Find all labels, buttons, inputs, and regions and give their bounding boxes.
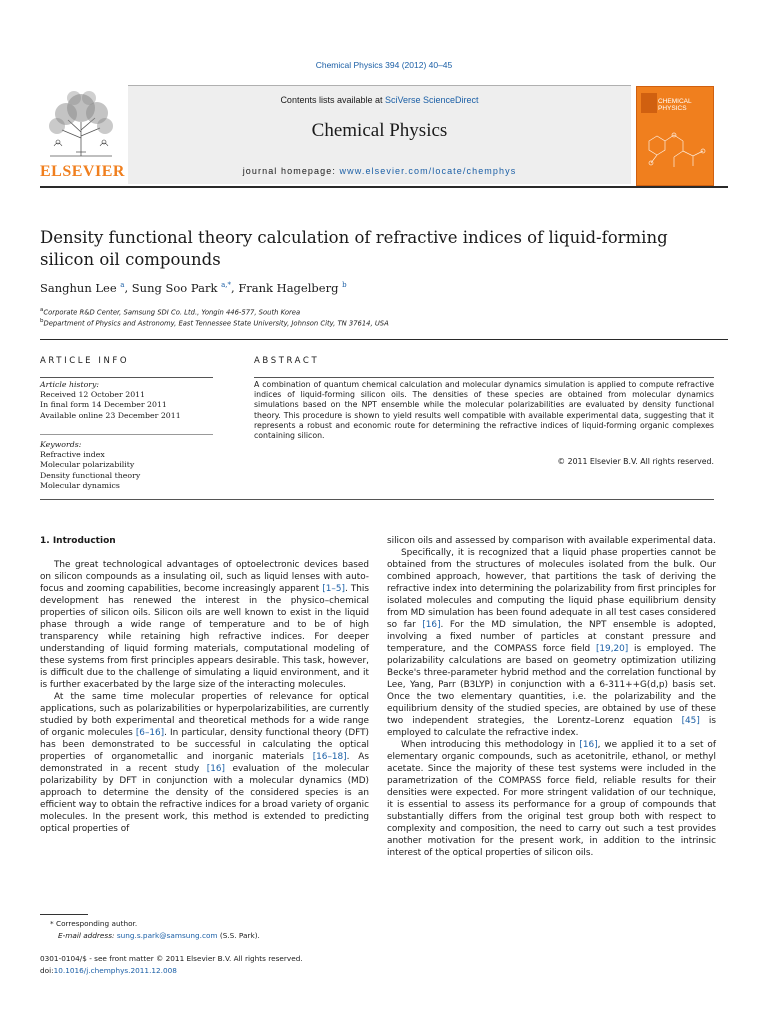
- paragraph-text: is employed to calculate the refractive index.: [387, 716, 716, 738]
- author-affiliation-mark[interactable]: a,*: [221, 281, 231, 290]
- affiliation-mark: a: [40, 307, 44, 313]
- paragraph-text: . This development has renewed the interest in the physico–chemical properties of silicon oils. Silicon oils are well known to exist in the liquid phase through a wide range of temperature and to be of high transparency while retaining high refractive indices. For deeper understanding of liquid forming materials, computational modeling of these systems from first principles appears desirable. This task, however, is difficult due to the challenge of simulating a liquid environment, and it is further exacerbated by the large size of the interacting molecules.: [40, 584, 369, 690]
- article-info-heading: ARTICLE INFO: [40, 356, 130, 366]
- citation-link[interactable]: [16]: [579, 740, 598, 750]
- citation-link[interactable]: [6–16]: [135, 728, 165, 738]
- paragraph-text: , we applied it to a set of elementary organic compounds, such as acetonitrile, ethanol, or methyl acetate. Since the majority of these test systems were included in the parametrization of the COMPASS force field, reliable results for their densities were expected. For more stringent validation of our technique, it is essential to assess its performance for a group of compounds that substantially differs from the original test group both with respect to complexity and composition, the need to carry out such a test provides another motivation for the present work, in addition to the intrinsic interest of the optical properties of silicon oils.: [387, 740, 716, 858]
- final-form-date: In final form 14 December 2011: [40, 400, 167, 410]
- author-affiliation-mark[interactable]: a: [120, 281, 125, 290]
- journal-reference-link[interactable]: Chemical Physics 394 (2012) 40–45: [315, 60, 453, 70]
- footnote-rule: [40, 914, 88, 915]
- email-label: E-mail address:: [58, 931, 117, 940]
- email-note: [58, 931, 260, 940]
- paragraph: [387, 535, 716, 547]
- cover-title: [658, 98, 692, 112]
- homepage-link[interactable]: www.elsevier.com/locate/chemphys: [339, 166, 517, 176]
- author-list: Sanghun Lee $^a$, Sung Soo Park $^{a,*}$, Frank Hagelberg $^b$: [40, 281, 347, 295]
- affiliation-text: Corporate R&D Center, Samsung SDI Co. Ltd., Yongin 446-577, South Korea: [43, 308, 301, 317]
- article-info-rule: [40, 377, 213, 378]
- section-heading-introduction: 1. Introduction: [40, 536, 116, 546]
- issn-line: 0301-0104/$ - see front matter © 2011 Elsevier B.V. All rights reserved.: [40, 954, 303, 963]
- body-column-left: [40, 559, 369, 835]
- corresponding-author-note: * Corresponding author.: [50, 919, 138, 928]
- elsevier-wordmark: ELSEVIER: [40, 163, 125, 180]
- author-name: Sanghun Lee: [40, 281, 117, 295]
- paragraph-text: . As demonstrated in a recent study: [40, 752, 370, 774]
- keyword-item: Molecular polarizability: [40, 460, 135, 470]
- received-date: Received 12 October 2011: [40, 390, 146, 400]
- abstract-copyright: © 2011 Elsevier B.V. All rights reserved.: [557, 457, 714, 466]
- email-suffix: (S.S. Park).: [217, 931, 260, 940]
- article-title: Density functional theory calculation of refractive indices of liquid-forming silicon oil compounds: [40, 228, 668, 269]
- keyword-item: Refractive index: [40, 450, 105, 460]
- cover-title-line2: PHYSICS: [658, 105, 687, 112]
- paragraph: [40, 691, 369, 835]
- homepage-prefix: journal homepage:: [242, 166, 340, 176]
- citation-link[interactable]: [16]: [206, 764, 225, 774]
- email-link[interactable]: sung.s.park@samsung.com: [116, 931, 218, 940]
- author-name: Sung Soo Park: [131, 281, 218, 295]
- paragraph-text: When introducing this methodology in: [401, 740, 580, 750]
- keywords-label: Keywords:: [40, 440, 82, 449]
- paragraph-text: silicon oils and assessed by comparison with available experimental data.: [387, 536, 716, 546]
- affiliation-text: Department of Physics and Astronomy, East Tennessee State University, Johnson City, TN 37614, USA: [43, 319, 389, 328]
- paragraph: [387, 547, 716, 739]
- header-rule: [40, 186, 728, 188]
- online-date: Available online 23 December 2011: [40, 410, 181, 420]
- paragraph-text: evaluation of the molecular polarizability by DFT in conjunction with a molecular dynamics (MD) approach to determine the density of the considered species is an efficient way to obtain the refractive indices for a broad variety of organic molecules. In the present work, this method is extended to predicting optical properties of: [40, 764, 369, 834]
- affiliation-a: [40, 307, 300, 316]
- keyword-item: Molecular dynamics: [40, 480, 120, 490]
- keywords-rule: [40, 434, 213, 435]
- doi-link[interactable]: 10.1016/j.chemphys.2011.12.008: [53, 966, 177, 975]
- citation-link[interactable]: [45]: [681, 716, 700, 726]
- affiliation-b: [40, 318, 389, 327]
- cover-title-line1: CHEMICAL: [658, 98, 692, 105]
- journal-homepage: [128, 166, 631, 176]
- doi-line: [40, 966, 177, 975]
- author-name: Frank Hagelberg: [238, 281, 339, 295]
- paragraph: [387, 739, 716, 859]
- abstract-text: A combination of quantum chemical calculation and molecular dynamics simulation is applied to compute refractive indices of liquid-forming silicon oils. The densities of these species are obtained from molecular dynamics simulations based on the NPT ensemble while the molecular polarizabilities are evaluated by density functional theory. This procedure is shown to yield results well compatible with available experimental data, suggesting that it represents a robust and economic route for determining the refractive indices of liquid-forming organic complexes containing silicon.: [254, 380, 714, 441]
- paragraph-text: At the same time molecular properties of relevance for optical applications, such as polarizabilities or hyperpolarizabilities, are currently studied by both experimental and theoretical methods for a wide range of organic molecules: [40, 692, 369, 738]
- history-label: Article history:: [40, 380, 100, 389]
- citation-link[interactable]: [16]: [422, 620, 441, 630]
- paragraph-text: . For the MD simulation, the NPT ensemble is adopted, involving a fixed number of particles at constant pressure and temperature, and the COMPASS force field: [387, 620, 716, 654]
- abstract-bottom-rule: [40, 499, 714, 500]
- keyword-item: Density functional theory: [40, 470, 141, 480]
- paragraph: [40, 559, 369, 691]
- abstract-heading: ABSTRACT: [254, 356, 320, 366]
- body-column-right: [387, 535, 716, 859]
- paragraph-text: . In particular, density functional theory (DFT) has been demonstrated to be successful in calculating the optical properties of organometallic and inorganic materials: [40, 728, 369, 762]
- contents-line: [128, 95, 631, 105]
- paragraph-text: Specifically, it is recognized that a liquid phase properties cannot be obtained from the structures of molecules isolated from the bulk. Our combined approach, however, that partitions the task of deriving the refractive index into determining the polarizability from first principles for isolated molecules and computing the liquid phase equilibrium density from MD simulation has been found adequate in all test cases considered so far: [387, 548, 716, 630]
- affiliation-mark: b: [40, 318, 44, 324]
- citation-link[interactable]: [16–18]: [312, 752, 347, 762]
- article-history: [40, 380, 181, 421]
- contents-prefix: Contents lists available at: [280, 95, 385, 105]
- paragraph-text: The great technological advantages of optoelectronic devices based on silicon compounds as a insulating oil, such as liquid lenses with auto-focus and zooming capabilities, become increasingly apparent: [40, 560, 369, 594]
- citation-link[interactable]: [19,20]: [595, 644, 629, 654]
- paragraph-text: is employed. The polarizability calculations are based on geometry optimization utilizing Becke's three-parameter hybrid method and the correlation functional by Lee, Yang, Parr (B3LYP) in conjunction with a 6-311++G(d,p) basis set. Once the two elementary quantities, i.e. the polarizability and the equilibrium density of the studied species, are obtained by use of these two independent strategies, the Lorentz–Lorenz equation: [387, 644, 716, 726]
- citation-link[interactable]: [1–5]: [322, 584, 345, 594]
- abstract-rule: [254, 377, 714, 378]
- keywords-block: [40, 440, 140, 491]
- sciencedirect-link[interactable]: SciVerse ScienceDirect: [385, 95, 479, 105]
- journal-title: Chemical Physics: [311, 120, 448, 141]
- section-divider: [40, 339, 728, 340]
- doi-prefix: doi:: [40, 966, 54, 975]
- author-affiliation-mark[interactable]: b: [342, 281, 347, 290]
